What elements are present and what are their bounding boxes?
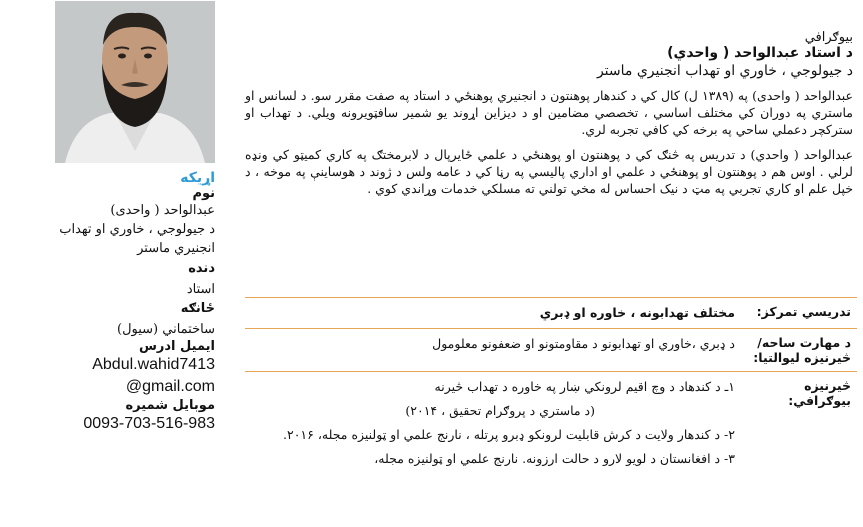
details-table — [245, 297, 857, 480]
department-label: ځانګه — [180, 301, 215, 316]
phone-value: 0093-703-516-983 — [83, 415, 215, 432]
full-title: د استاد عبدالواحد ( واحدي) — [667, 45, 853, 61]
degree-value: د جيولوجي ، خاوري او تهداب انجنيري ماستر — [59, 222, 215, 256]
rank-label: دنده — [188, 261, 215, 276]
table-row — [245, 298, 857, 329]
email-label: ايميل ادرس — [138, 339, 215, 354]
rank-value: استاد — [186, 282, 215, 297]
table-row — [245, 372, 857, 480]
contact-heading: اړيکه — [180, 170, 215, 186]
teaching-focus-label: تدريسي تمرکز: — [756, 304, 851, 319]
table-row — [245, 329, 857, 372]
research-list — [245, 372, 743, 480]
contact-sidebar — [55, 170, 215, 435]
email-line-2[interactable]: @gmail.com — [125, 378, 215, 395]
reference-item: ۲- د کندهار ولايت د کرش قابليت لرونکو ډبرو پرتله ، نارنج علمي او ټولنيزه مجله، ۲۰۱۶. — [283, 427, 735, 442]
reference-item: (د ماستري د پروګرام تحقيق ، ۲۰۱۴) — [405, 403, 595, 418]
name-value: عبدالواحد ( واحدی) — [110, 203, 215, 218]
portrait-illustration — [55, 1, 215, 163]
skills-value: د ډبري ،خاوري او تهدابونو د مقاومتونو او ضعفونو معلومول — [432, 336, 735, 351]
skills-label: د مهارت ساحه/څيرنيزه ليوالتيا: — [753, 335, 851, 365]
teaching-focus-value: مختلف تهدابونه ، خاوره او ډبري — [539, 305, 735, 320]
biography-section — [245, 30, 853, 197]
research-label: څيرنيزه بيوګرافي: — [788, 378, 851, 408]
bio-paragraph-1: عبدالواحد ( واحدی) په (۱۳۸۹ ل) کال کي د کندهار پوهنتون د انجنيري پوهنځي د استاد په صفت مقرر سو. د لسانس او ماستري په دوران کي مختلف اساسي ، تخصصي مضامين او د ديزاين اړوند يو شمير سافټويرونه ويلي. د تهداب او ستركچر دعملي ساحي په برخه کي کافي تجربه لري. — [245, 88, 853, 137]
bio-paragraph-2: عبدالواحد ( واحدي) د تدريس په څنګ کي د پوهنتون او پوهنځي د علمي ځايرپال د لابرمختګ په کاري کميټو کي ونډه لرلي . اوس هم د پوهنتون او پوهنځي د علمي او اداري پاليسي په رڼا کي د عامه ولس د ژوند د هوساينې په موخه ، د خپل علم او کاري تجربي په مټ د نيک احساس له مخي تولني ته مسلکي خدمات وړاندي کوي . — [245, 147, 853, 196]
qualification: د جيولوجي ، خاوري او تهداب انجنيري ماستر — [596, 63, 853, 79]
department-value: ساختماني (سيول) — [117, 322, 215, 337]
phone-label: موبايل شميره — [125, 398, 215, 413]
reference-item: ۱ـ د کندهاد د وچ اقيم لرونکي ښار په خاوره د تهداب څيرنه — [434, 379, 735, 394]
name-label: نوم — [192, 186, 215, 201]
reference-item: ۳- د افغانستان د لويو لارو د حالت ارزونه. نارنج علمي او ټولنيزه مجله، — [374, 451, 735, 466]
email-line-1[interactable]: Abdul.wahid7413 — [92, 356, 215, 373]
bio-label: بيوګرافي — [804, 30, 853, 45]
profile-photo — [55, 1, 215, 163]
